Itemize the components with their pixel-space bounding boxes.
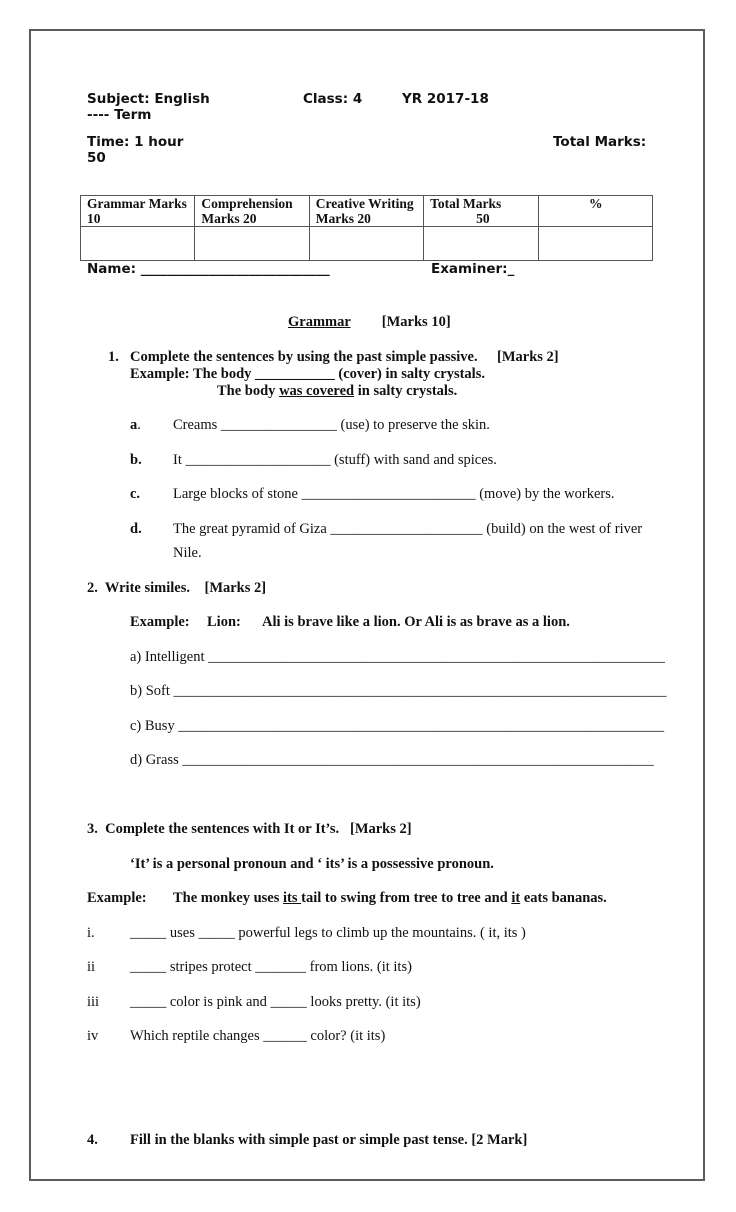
q1-item-b-text[interactable]: It ____________________ (stuff) with sand and spices. <box>173 452 497 468</box>
q3-number: 3. <box>87 821 98 837</box>
q1-item-a-text[interactable]: Creams ________________ (use) to preserve the skin. <box>173 417 490 433</box>
q1-item-a-label: a. <box>130 417 141 433</box>
q2-example-label: Example: <box>130 614 190 630</box>
header-cell-grammar: Grammar Marks 10 <box>81 196 195 227</box>
value-cell-grammar[interactable] <box>81 227 195 261</box>
subject-label: Subject: English <box>87 91 210 107</box>
q3-item-i-label: i. <box>87 925 95 941</box>
q3-item-iv-label: iv <box>87 1028 99 1044</box>
q1-item-b-label: b. <box>130 452 142 468</box>
q3-note: ‘It’ is a personal pronoun and ‘ its’ is a possessive pronoun. <box>130 856 494 872</box>
q3-item-ii-label: ii <box>87 959 96 975</box>
q3-item-iv-text[interactable]: Which reptile changes ______ color? (it its) <box>130 1028 386 1044</box>
q3-item-iii-text[interactable]: _____ color is pink and _____ looks pretty. (it its) <box>130 994 421 1010</box>
header-cell-total-marks: Total Marks 50 <box>424 196 538 227</box>
section-heading <box>288 314 451 331</box>
year-label: YR 2017-18 <box>402 91 489 107</box>
q3-instruction: Complete the sentences with It or It’s. <box>105 821 340 837</box>
q1-example-answer: The body was covered in salty crystals. <box>217 383 458 399</box>
q4-number: 4. <box>87 1132 98 1148</box>
q2-example-text: Ali is brave like a lion. Or Ali is as brave as a lion. <box>262 614 570 630</box>
value-cell-comprehension[interactable] <box>195 227 309 261</box>
q3-example-label: Example: <box>87 890 147 906</box>
q1-answer-underlined: was covered <box>279 383 355 399</box>
class-label: Class: 4 <box>303 91 363 107</box>
q2-example-word: Lion: <box>207 614 241 630</box>
q2-item-d[interactable]: d) Grass _________________________________________________________________ <box>130 752 654 768</box>
q1-marks: [Marks 2] <box>497 349 559 365</box>
q1-item-c-label: c. <box>130 486 141 502</box>
q1-example: Example: The body ___________ (cover) in salty crystals. <box>130 366 485 382</box>
q3-item-i-text[interactable]: _____ uses _____ powerful legs to climb up the mountains. ( it, its ) <box>130 925 526 941</box>
header-cell-percent: % <box>538 196 652 227</box>
value-cell-percent[interactable] <box>538 227 652 261</box>
q3-marks: [Marks 2] <box>349 821 412 837</box>
q2-item-c[interactable]: c) Busy ___________________________________________________________________ <box>130 718 665 734</box>
q2-instruction: Write similes. <box>104 580 190 596</box>
marks-table-value-row <box>81 227 653 261</box>
name-label: Name: <box>87 261 137 277</box>
section-title: Grammar <box>288 314 351 330</box>
q2-item-b[interactable]: b) Soft ____________________________________________________________________ <box>130 683 667 699</box>
q3-item-ii-text[interactable]: _____ stripes protect _______ from lions. (it its) <box>130 959 412 975</box>
q1-instruction: Complete the sentences by using the past simple passive. <box>130 349 478 365</box>
section-marks: [Marks 10] <box>381 314 451 330</box>
q3-item-iii-label: iii <box>87 994 100 1010</box>
q1-item-d-label: d. <box>130 521 142 537</box>
value-cell-creative-writing[interactable] <box>309 227 423 261</box>
term-label: ---- Term <box>87 107 152 123</box>
q1-number: 1. <box>108 349 119 365</box>
examiner-field[interactable] <box>431 261 514 277</box>
marks-table <box>80 195 653 261</box>
examiner-label: Examiner: <box>431 261 508 277</box>
marks-table-header-row <box>81 196 653 227</box>
q1-item-d-text[interactable]: The great pyramid of Giza _____________________ (build) on the west of river <box>173 521 643 537</box>
total-marks-label: Total Marks: <box>553 134 647 150</box>
name-field[interactable] <box>87 261 330 277</box>
value-cell-total-marks[interactable] <box>424 227 538 261</box>
q4-instruction: Fill in the blanks with simple past or simple past tense. [2 Mark] <box>130 1132 528 1148</box>
time-label: Time: 1 hour <box>87 134 184 150</box>
q2-item-a[interactable]: a) Intelligent _______________________________________________________________ <box>130 649 665 665</box>
q3-example-text: The monkey uses its tail to swing from tree to tree and it eats bananas. <box>173 890 607 906</box>
q2-marks: [Marks 2] <box>204 580 267 596</box>
header-cell-creative-writing: Creative Writing Marks 20 <box>309 196 423 227</box>
q2-number: 2. <box>87 580 98 596</box>
q3-heading <box>87 821 412 838</box>
total-marks-value: 50 <box>87 150 106 166</box>
q2-heading <box>87 580 266 597</box>
q1-item-c-text[interactable]: Large blocks of stone ________________________ (move) by the workers. <box>173 486 615 502</box>
name-blank[interactable]: ____________________________ <box>140 261 330 277</box>
header-cell-comprehension: Comprehension Marks 20 <box>195 196 309 227</box>
q1-item-d-text-cont: Nile. <box>173 545 202 561</box>
examiner-blank[interactable]: _ <box>507 261 515 277</box>
